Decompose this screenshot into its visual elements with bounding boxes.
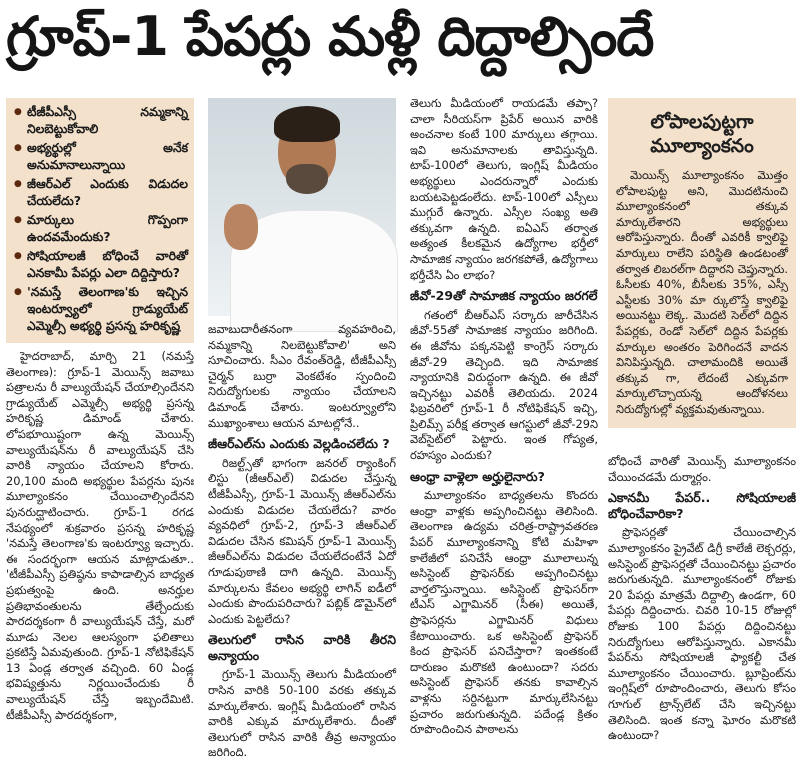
column-4 xyxy=(608,454,796,742)
article-paragraph: గతంలో బీఆర్‌ఎస్‌ సర్కారు జారీచేసిన జీవో-55తో సామాజిక న్యాయం జరిగింది. ఈ జీవోను పక్కనపెట్టి కాంగ్రెస్‌ సర్కారు జీవో-29 తెచ్చింది. ఇది సామాజిక న్యాయానికి విరుద్ధంగా ఉన్నది. ఈ జీవో ఇచ్చినట్టు ఎవరికీ తెలియదు. 2024 ఫిబ్రవరిలో గ్రూప్‌-1 రీ నోటిఫికేషన్‌ ఇచ్చి, ప్రిలిమ్స్‌ పరీక్ష తర్వాత ఆగస్టులో జీవో-29ని వెబ్‌సైట్‌లో పెట్టారు. ఇంత గోప్యత, రహస్యం ఎందుకు? xyxy=(410,307,598,463)
article-paragraph: మూల్యాంకనం బాధ్యతలను కొందరు ఆంధ్రా వాళ్లకు అప్పగించినట్టు తెలిసింది. తెలంగాణ ఉద్యమ చరిత్ర-రాష్ట్రావతరణ పేపర్‌ మూల్యాంకనాన్ని కోటి మహిళా కాలేజీలో పనిచేసే ఆంధ్రా మూలాలున్న అసిస్టెంట్‌ ప్రొఫెసర్‌కు అప్పగించినట్టు వార్తలొస్తున్నాయి. అసిస్టెంట్‌ ప్రొఫెసర్‌గా టీఎస్‌ ఎగ్జామినర్‌ (సీఈ) అయితే, ప్రొఫెసర్లను ఎగ్జామినర్‌ విధులు కేటాయించారు. ఒక అసిస్టెంట్‌ ప్రొఫెసర్‌ కింద ప్రొఫెసర్‌ పనిచేస్తారా? ఇంతకంటే దారుణం మరొకటి ఉంటుందా? సదరు అసిస్టెంట్‌ ప్రొఫెసర్‌ తనకు కావాల్సిన వాళ్లను సర్దినట్టుగా మార్కులేసినట్టు ప్రచారం జరుగుతున్నది. పదేండ్ల క్రితం రూపొందించిన పాఠాలను xyxy=(410,488,598,737)
person-photo xyxy=(208,98,396,316)
subheading: ఎకానమీ పేపర్‌.. సోషియాలజీ బోధించేవారికా? xyxy=(608,490,796,521)
photo-hair-shape xyxy=(274,106,340,142)
subheading: ఆంధ్రా వాళ్లెలా అర్హులైనారు? xyxy=(410,468,545,484)
subheading: జీవో-29తో సామాజిక న్యాయం జరగలే xyxy=(410,288,598,304)
sidebar-paragraph: మెయిన్స్‌ మూల్యాంకనం మొత్తం లోపాలపుట్ట అని, మొదటినుంచి మూల్యాంకనంలో తక్కువ మార్కులేశారని అభ్యర్థులు ఆరోపిస్తున్నారు. దీంతో ఎవరికీ క్వాలిఫై మార్కులు రాలేని పరిస్థితి ఉండటంతో తర్వాత లిబరల్‌గా దిద్దారని చెప్తున్నారు. ఓసీలకు 40%, బీసీలకు 35%, ఎస్సీ ఎస్టీలకు 30% మా ర్కులొస్తే క్వాలిఫై అయినట్టు లెక్క. మొదటి సెల్‌లో దిద్దిన పేపర్లకు, రెండో సెల్‌లో దిద్దిన పేపర్లకు మార్కుల అంతరం పెరిగిందనే వాదన వినిపిస్తున్నది. చాలామందికి అయితే తక్కువ గా, లేదంటే ఎక్కువగా మార్కులొచ్చాయన్న ఆందోళనలు నిరుద్యోగుల్లో వ్యక్తమవుతున్నాయి. xyxy=(616,168,788,416)
article-paragraph: గ్రూప్‌-1 మెయిన్స్‌ తెలుగు మీడియంలో రాసిన వారికి 50-100 వరకు తక్కువ మార్కులేశారు. ఇంగ్లిష్‌ మీడియంలో రాసిన వారికి ఎక్కువ మార్కులేశారు. దీంతో తెలుగులో రాసిన వారికి తీవ్ర అన్యాయం జరిగింది. xyxy=(208,667,396,760)
article-paragraph: ప్రొఫెసర్లతో చేయించాల్సిన మూల్యాంకనం ప్రైవేట్‌ డిగ్రీ కాలేజీ లెక్చరర్లు, అసిస్టెంట్‌ ప్రొఫెసర్లతో చేయించినట్టు ప్రచారం జరుగుతున్నది. మూల్యాంకనంలో రోజుకు 20 పేపర్లు మాత్రమే దిద్దాల్సి ఉండగా, 60 పేపర్లు దిద్దించారు. చివరి 10-15 రోజుల్లో రోజుకు 100 పేపర్లు దిద్దించినట్టు నిరుద్యోగులు ఆరోపిస్తున్నారు. ఎకానమీ పేపర్‌ను సోషియాలజీ ఫ్యాకల్టీ చేత మూల్యాంకనం చేయించారు. బ్లూప్రింట్‌ను ఇంగ్లిష్‌లో రూపొందించారు, తెలుగు కోసం గూగుల్‌ ట్రాన్స్‌లేట్‌ చేసి ఇచ్చినట్టు తెలిసింది. ఇంత కన్నా ఘోరం మరొకటి ఉంటుందా? xyxy=(608,525,796,743)
sidebar-box xyxy=(608,98,796,428)
highlights-list xyxy=(14,104,188,335)
headline: గ్రూప్‌-1 పేపర్లు మళ్లీ దిద్దాల్సిందే xyxy=(6,5,654,68)
article-paragraph: రిజల్ట్స్‌తో భాగంగా జనరల్‌ ర్యాంకింగ్‌ లిస్టు (జీఆర్‌ఎల్‌) విడుదల చేస్తున్న టీజీపీఎస్సీ, గ్రూప్‌-1 మెయిన్స్‌ జీఆర్‌ఎల్‌ను ఎందుకు విడుదల చేయలేదు? వారం వ్యవధిలో గ్రూప్‌-2, గ్రూప్‌-3 జీఆర్‌ఎల్‌ విడుదల చేసిన కమిషన్‌ గ్రూప్‌-1 మెయిన్స్‌ జీఆర్‌ఎల్‌ను విడుదల చేయలేదంటేనే ఏదో గూడుపుఠాణి దాగి ఉన్నది. మెయిన్స్‌ మార్కులను కేవలం అభ్యర్థి లాగిన్‌ ఐడీలో ఎందుకు పొందుపరిచారు? పబ్లిక్‌ డొమైన్‌లో ఎందుకు పెట్టలేదు? xyxy=(208,455,396,626)
column-1 xyxy=(6,98,194,742)
sidebar-title: లోపాలపుట్టగా మూల్యాంకనం xyxy=(650,111,754,157)
highlight-item: ● అభ్యర్థుల్లో అనేక అనుమానాలున్నాయి xyxy=(14,140,188,174)
photo-hand-shape xyxy=(224,204,258,250)
subheading: తెలుగులో రాసిన వారికి తీరని అన్యాయం xyxy=(208,632,396,663)
subheading: జీఆర్‌ఎల్‌ను ఎందుకు వెల్లడించలేదు ? xyxy=(208,436,390,452)
column-3 xyxy=(410,96,598,740)
article-paragraph: బోధించే వారితో మెయిన్స్‌ మూల్యాంకనం చేయించడమే దుర్మార్గం. xyxy=(608,454,796,484)
photo-beard-shape xyxy=(286,164,328,194)
highlight-item: ● 'నమస్తే తెలంగాణ'కు ఇచ్చిన ఇంటర్వ్యూలో గ్రాడ్యుయేట్‌ ఎమ్మెల్సీ అభ్యర్థి ప్రసన్న హరికృష్ణ xyxy=(14,284,188,335)
highlight-item: ● మార్కులు గొప్పంగా ఉందవమేందుకు? xyxy=(14,212,188,246)
highlights-box xyxy=(6,98,194,343)
highlight-item: ● టీజీపీఎస్సీ నమ్మకాన్ని నిలబెట్టుకోవాలి xyxy=(14,104,188,138)
highlight-item: ● జీఆర్‌ఎల్‌ ఎందుకు విడుదల చేయలేదు? xyxy=(14,176,188,210)
article-paragraph: తెలుగు మీడియంలో రాయడమే తప్పా? చాలా సీరియస్‌గా ప్రిపేర్‌ అయిన వారికి అంచనాల కంటే 100 మార్కులు తగ్గాయి. ఇవి అనుమానాలకు తావిస్తున్నది. టాప్‌-100లో తెలుగు, ఇంగ్లిష్‌ మీడియం అభ్యర్థులు ఎందరున్నారో ఎందుకు బయటపెట్టడంలేదు. టాప్‌-100లో ఎస్సీలు ముగ్గురే ఉన్నారు. ఎస్సీల సంఖ్య అతి తక్కువగా ఉన్నది. ఐఏఎస్‌ తర్వాత అత్యంత కీలకమైన ఉద్యోగాల భర్తీలో సామాజిక న్యాయం జరగకపోతే, ఉద్యోగాలు భర్తీచేసి ఏం లాభం? xyxy=(410,96,598,282)
article-paragraph: జవాబుదారీతనంగా వ్యవహరించి, నమ్మకాన్ని నిలబెట్టుకోవాలి' అని సూచించారు. సీఎం రేవంత్‌రెడ్డి, టీజీపీఎస్సీ చైర్మన్‌ బుర్రా వెంకటేశం స్పందించి నిరుద్యోగులకు న్యాయం చేయాలని డిమాండ్‌ చేశారు. ఇంటర్వ్యూలోని ముఖ్యాంశాలు ఆయన మాటల్లోనే.. xyxy=(208,322,396,430)
highlight-item: ● సోషియాలజీ బోధించే వారితో ఎనకామీ పేపర్లు ఎలా దిద్దిస్తారు? xyxy=(14,248,188,282)
article-paragraph: హైదరాబాద్‌, మార్చి 21 (నమస్తే తెలంగాణ): గ్రూప్‌-1 మెయిన్స్‌ జవాబు పత్రాలను రీ వాల్యుయేషన్‌ చేయాల్సిందేనని గ్రాడ్యుయేట్‌ ఎమ్మెల్సీ అభ్యర్థి ప్రసన్న హరికృష్ణ డిమాండ్‌ చేశారు. లోపభూయిష్టంగా ఉన్న మెయిన్స్‌ వాల్యుయేషన్‌ను రీ వాల్యుయేషన్‌ చేసి వారికి న్యాయం చేయాలని కోరారు. 20,100 మంది అభ్యర్థుల పేపర్లను పునః మూల్యాంకనం చేయించాల్సిందేనని పునరుద్ఘాటించారు. గ్రూప్‌-1 రగడ నేపథ్యంలో శుక్రవారం ప్రసన్న హరికృష్ణ 'నమస్తే తెలంగాణ'కు ఇంటర్వ్యూ ఇచ్చారు. ఈ సందర్భంగా ఆయన మాట్లాడుతూ.. 'టీజీపీఎస్సీ ప్రతిష్ఠను కాపాడాల్సిన బాధ్యత ప్రభుత్వంపై ఉంది. అనర్హుల ప్రతిభావంతులను తేల్చేందుకు పారదర్శకంగా రీ వాల్యుయేషన్‌ చేస్తే, మరో మూడు నెలల ఆలస్యంగా ఫలితాలు ప్రకటిస్తే ఏమవుతుంది. గ్రూప్‌-1 నోటిఫికేషన్‌ 13 ఏండ్ల తర్వాత వచ్చింది. 60 ఏండ్ల భవిష్యత్తును నిర్ణయించేందుకు రీ వాల్యుయేషన్‌ చేస్తే ఇబ్బందేమిటి. టీజీపీఎస్సీ పారదర్శకంగా, xyxy=(6,349,194,722)
column-2 xyxy=(208,322,396,760)
